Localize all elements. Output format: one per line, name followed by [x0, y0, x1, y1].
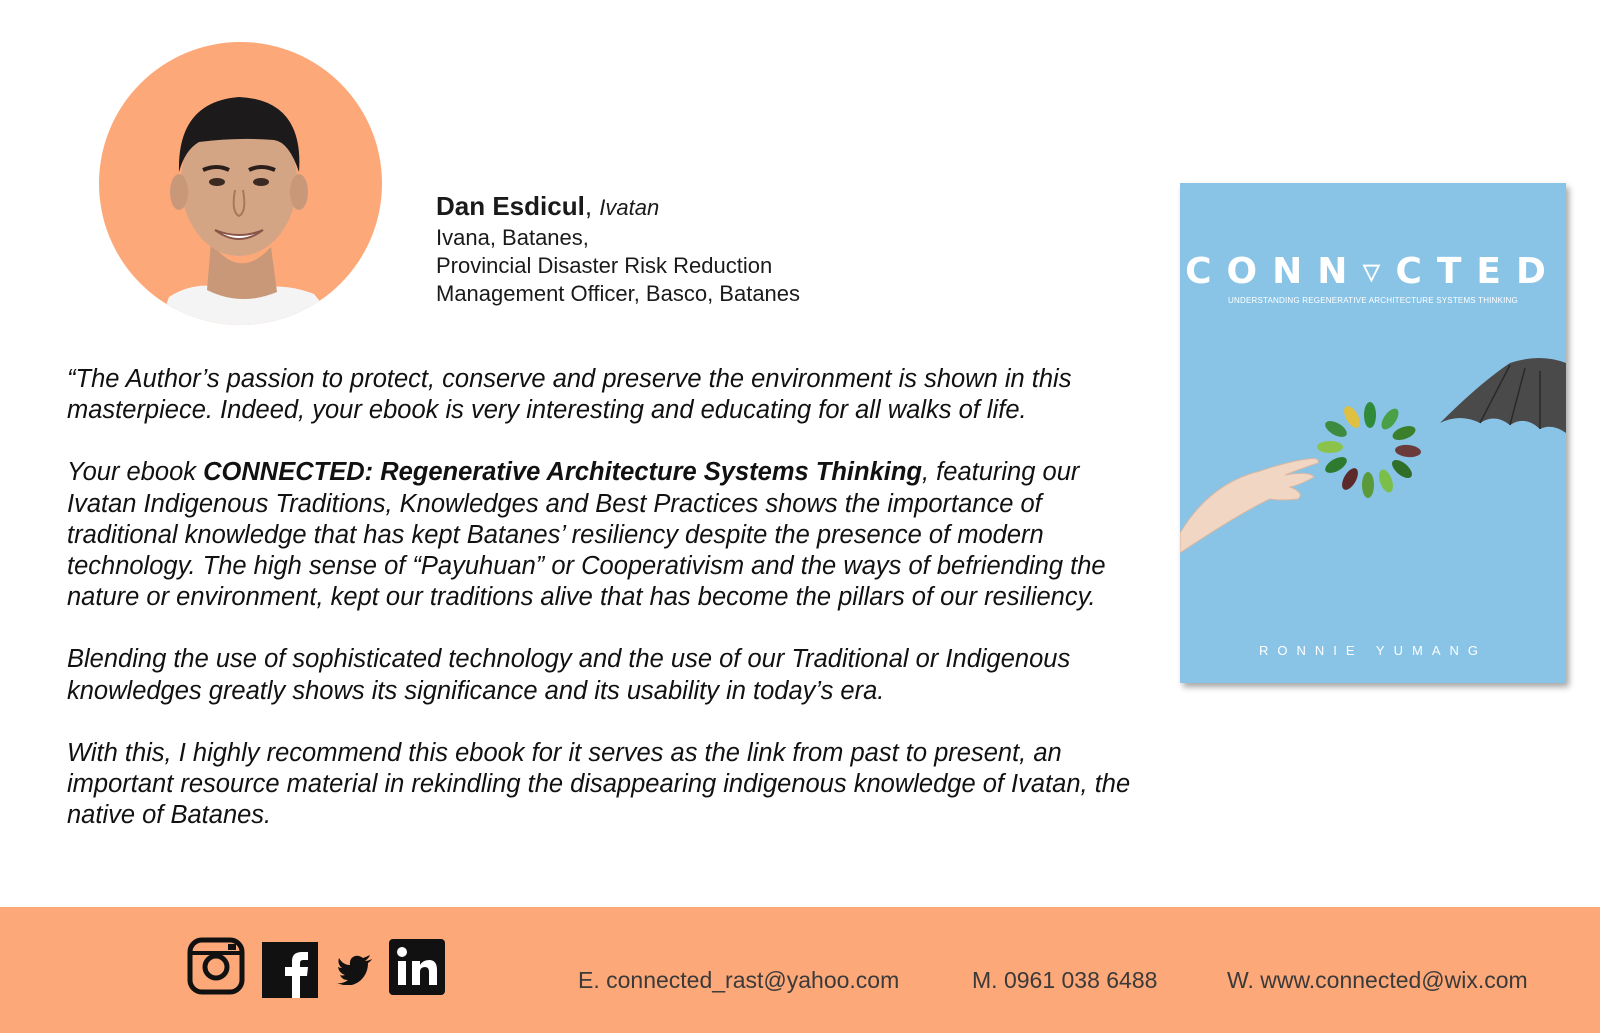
contact-website[interactable]: W. www.connected@wix.com: [1227, 967, 1528, 993]
quote-p2-pre: Your ebook: [67, 458, 204, 487]
person-location: Ivana, Batanes,: [436, 225, 589, 250]
twitter-icon[interactable]: [337, 955, 373, 990]
person-tribe: Ivatan: [599, 195, 660, 220]
person-title-line-1: Provincial Disaster Risk Reduction: [436, 253, 773, 278]
author-avatar: [99, 42, 382, 325]
facebook-icon[interactable]: [262, 942, 318, 1003]
footer-bar: [0, 907, 1600, 1033]
portrait-illustration: [99, 42, 382, 325]
instagram-icon[interactable]: [187, 937, 245, 1000]
testimonial-quote: [67, 364, 1147, 862]
quote-paragraph-3: Blending the use of sophisticated technology and the use of our Traditional or Indigenous knowledges greatly shows its significance and its usability in today’s era.: [67, 645, 1071, 705]
linkedin-icon[interactable]: [389, 939, 445, 1000]
quote-p2-post: , featuring our Ivatan Indigenous Traditions, Knowledges and Best Practices shows the importance of traditional knowledge that has kept Batanes’ resiliency despite the presence of modern technology. The high sense of “Payuhuan” or Cooperativism and the ways of befriending the nature or environment, kept our traditions alive that has become the pillars of our resiliency.: [67, 458, 1106, 612]
quote-paragraph-1: “The Author’s passion to protect, conserve and preserve the environment is shown in this masterpiece. Indeed, your ebook is very interesting and educating for all walks of life.: [67, 365, 1072, 425]
contact-email[interactable]: E. connected_rast@yahoo.com: [578, 967, 900, 993]
book-cover-title: CONN▿CTED: [1185, 251, 1561, 292]
book-cover-subtitle: UNDERSTANDING REGENERATIVE ARCHITECTURE SYSTEMS THINKING: [1228, 296, 1518, 305]
person-title-line-2: Management Officer, Basco, Batanes: [436, 281, 801, 306]
quote-paragraph-4: With this, I highly recommend this ebook for it serves as the link from past to present, an important resource material in rekindling the disappearing indigenous knowledge of Ivatan, the native of Batanes.: [67, 738, 1131, 830]
person-name: Dan Esdicul: [436, 191, 585, 221]
contact-mobile[interactable]: M. 0961 038 6488: [972, 967, 1158, 993]
book-title-bold: CONNECTED: Regenerative Architecture Systems Thinking: [203, 458, 923, 487]
name-line: [436, 190, 800, 224]
book-cover: [1180, 183, 1566, 683]
book-cover-author: RONNIE YUMANG: [1259, 643, 1487, 658]
author-info: [436, 190, 800, 308]
quote-paragraph-2: [67, 457, 1147, 613]
name-separator: ,: [584, 191, 600, 221]
hand-leaves-bat-illustration: [1180, 353, 1566, 553]
